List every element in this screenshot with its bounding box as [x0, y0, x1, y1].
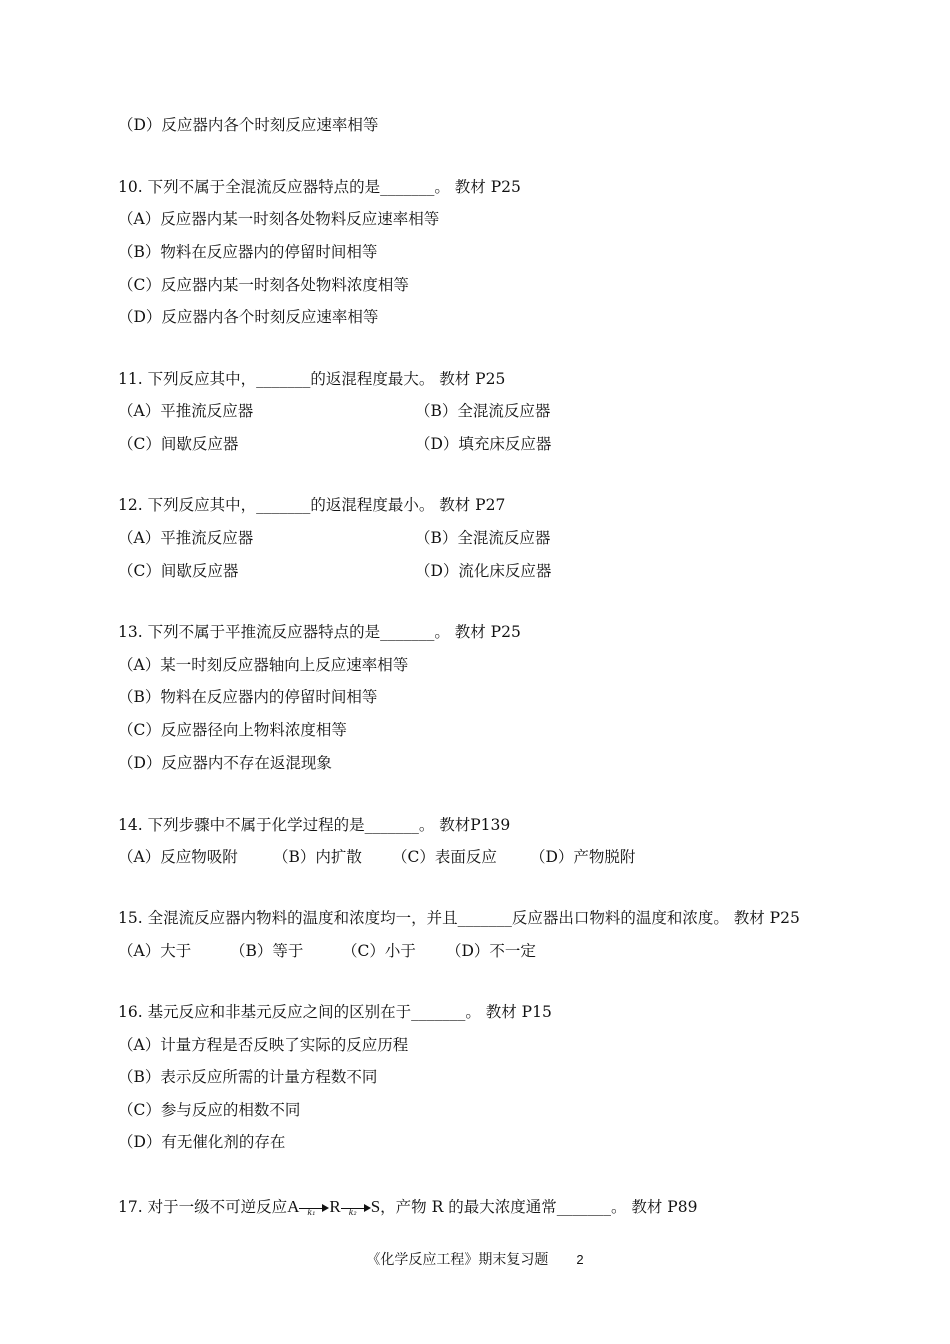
- reaction-arrow-icon: [341, 1202, 371, 1217]
- q10-option-a: （A）反应器内某一时刻各处物料反应速率相等: [118, 210, 440, 228]
- q14-option-a: （A）反应物吸附: [118, 848, 238, 866]
- q15-option-c: （C）小于: [342, 942, 416, 960]
- q10-option-c: （C）反应器内某一时刻各处物料浓度相等: [118, 276, 409, 294]
- q14-option-d: （D）产物脱附: [530, 848, 636, 866]
- q10-stem: [118, 177, 521, 197]
- q13-option-b: （B）物料在反应器内的停留时间相等: [118, 688, 378, 706]
- q16-option-b: （B）表示反应所需的计量方程数不同: [118, 1068, 378, 1086]
- q14-option-c: （C）表面反应: [392, 848, 497, 866]
- q10-stem-before: 10. 下列不属于全混流反应器特点的是: [118, 178, 381, 196]
- q12-stem: 12. 下列反应其中，_______的返混程度最小。 教材 P27: [118, 496, 506, 514]
- q17-prefix: 17. 对于一级不可逆反应: [118, 1198, 288, 1216]
- page-footer: [0, 1249, 950, 1269]
- q17-stem: [118, 1197, 697, 1217]
- reaction-arrow-icon: [299, 1202, 329, 1217]
- q12-option-b: （B）全混流反应器: [415, 529, 551, 547]
- q11-option-a: （A）平推流反应器: [118, 402, 254, 420]
- q9-option-d: （D）反应器内各个时刻反应速率相等: [118, 116, 379, 134]
- species-a: A: [287, 1197, 300, 1216]
- q13-stem: 13. 下列不属于平推流反应器特点的是_______。 教材 P25: [118, 623, 521, 641]
- q16-stem: 16. 基元反应和非基元反应之间的区别在于_______。 教材 P15: [118, 1003, 552, 1021]
- q11-option-b: （B）全混流反应器: [415, 402, 551, 420]
- q15-option-d: （D）不一定: [446, 942, 536, 960]
- q15-stem: 15. 全混流反应器内物料的温度和浓度均一，并且_______反应器出口物料的温度和浓度。 教材 P25: [118, 909, 800, 927]
- q15-option-a: （A）大于: [118, 942, 192, 960]
- rate-constant-k2: k₂: [348, 1208, 357, 1217]
- q10-stem-after: 。 教材 P25: [434, 178, 521, 196]
- q10-option-d: （D）反应器内各个时刻反应速率相等: [118, 308, 379, 326]
- q16-option-d: （D）有无催化剂的存在: [118, 1133, 286, 1151]
- species-s: S: [370, 1197, 381, 1216]
- footer-title: 《化学反应工程》期末复习题: [366, 1252, 549, 1268]
- q10-option-b: （B）物料在反应器内的停留时间相等: [118, 243, 378, 261]
- q16-option-a: （A）计量方程是否反映了实际的反应历程: [118, 1036, 409, 1054]
- q10-blank: _______: [380, 178, 435, 196]
- q11-option-c: （C）间歇反应器: [118, 435, 239, 453]
- q11-option-d: （D）填充床反应器: [415, 435, 552, 453]
- page-number: 2: [576, 1252, 584, 1267]
- q12-option-c: （C）间歇反应器: [118, 562, 239, 580]
- q14-option-b: （B）内扩散: [273, 848, 362, 866]
- q11-stem: 11. 下列反应其中，_______的返混程度最大。 教材 P25: [118, 370, 506, 388]
- q14-stem: 14. 下列步骤中不属于化学过程的是_______。 教材P139: [118, 816, 511, 834]
- q15-option-b: （B）等于: [230, 942, 304, 960]
- q13-option-d: （D）反应器内不存在返混现象: [118, 754, 332, 772]
- q16-option-c: （C）参与反应的相数不同: [118, 1101, 301, 1119]
- q12-option-a: （A）平推流反应器: [118, 529, 254, 547]
- q12-option-d: （D）流化床反应器: [415, 562, 552, 580]
- rate-constant-k1: k₁: [307, 1208, 316, 1217]
- q13-option-a: （A）某一时刻反应器轴向上反应速率相等: [118, 656, 409, 674]
- species-r: R: [329, 1197, 341, 1216]
- q13-option-c: （C）反应器径向上物料浓度相等: [118, 721, 347, 739]
- q17-suffix: ，产物 R 的最大浓度通常_______。 教材 P89: [380, 1198, 698, 1216]
